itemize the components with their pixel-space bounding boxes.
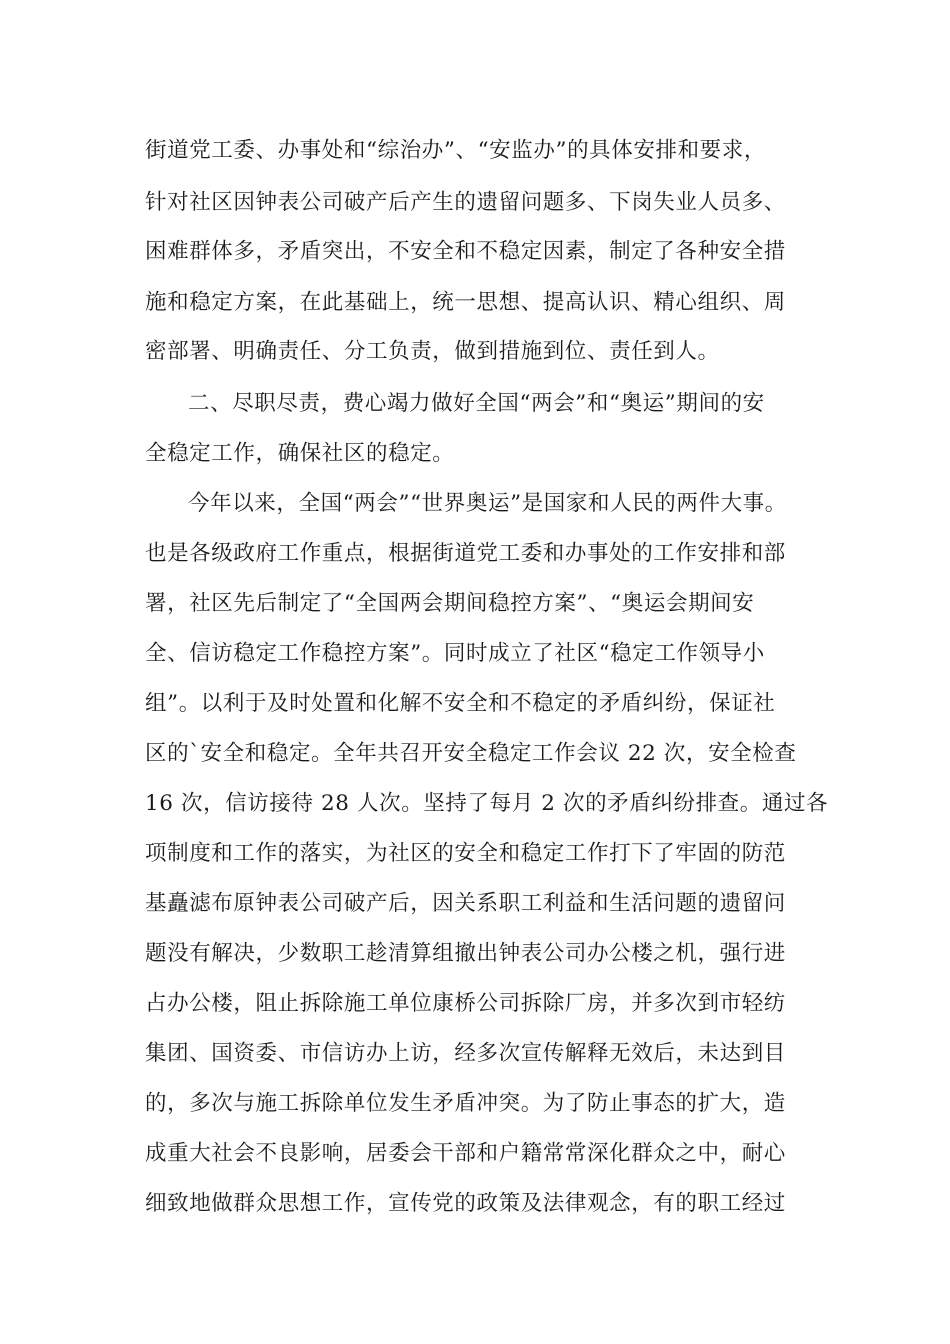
text-line: 针对社区因钟表公司破产后产生的遗留问题多、下岗失业人员多、 [145,190,786,215]
text-line: 细致地做群众思想工作，宣传党的政策及法律观念，有的职工经过 [145,1191,786,1216]
text-line: 街道党工委、办事处和“综治办”、“安监办”的具体安排和要求， [145,138,766,163]
text-line: 全、信访稳定工作稳控方案”。同时成立了社区“稳定工作领导小 [145,641,765,666]
text-line: 也是各级政府工作重点，根据街道党工委和办事处的工作安排和部 [145,541,786,566]
text-line: 组”。以利于及时处置和化解不安全和不稳定的矛盾纠纷，保证社 [145,691,776,716]
text-line: 项制度和工作的落实，为社区的安全和稳定工作打下了牢固的防范 [145,841,786,866]
text-line: 的，多次与施工拆除单位发生矛盾冲突。为了防止事态的扩大，造 [145,1091,786,1116]
text-line: 成重大社会不良影响，居委会干部和户籍常常深化群众之中，耐心 [145,1141,786,1166]
text-line: 占办公楼，阻止拆除施工单位康桥公司拆除厂房，并多次到市轻纺 [145,991,786,1016]
text-line: 施和稳定方案，在此基础上，统一思想、提高认识、精心组织、周 [145,290,786,315]
text-line: 区的`安全和稳定。全年共召开安全稳定工作会议 22 次，安全检查 [145,741,797,766]
text-line: 密部署、明确责任、分工负责，做到措施到位、责任到人。 [145,339,720,364]
paragraph-first-line: 今年以来，全国“两会”“世界奥运”是国家和人民的两件大事。 [188,491,787,516]
text-line: 基矗滤布原钟表公司破产后，因关系职工利益和生活问题的遗留问 [145,891,786,916]
section-heading-line: 全稳定工作，确保社区的稳定。 [145,441,455,466]
text-line: 16 次，信访接待 28 人次。坚持了每月 2 次的矛盾纠纷排查。通过各 [145,791,829,816]
text-line: 署，社区先后制定了“全国两会期间稳控方案”、“奥运会期间安 [145,591,755,616]
section-heading-line: 二、尽职尽责，费心竭力做好全国“两会”和“奥运”期间的安 [188,391,765,416]
text-line: 集团、国资委、市信访办上访，经多次宣传解释无效后，未达到目 [145,1041,786,1066]
text-line: 困难群体多，矛盾突出，不安全和不稳定因素，制定了各种安全措 [145,239,786,264]
text-line: 题没有解决，少数职工趁清算组撤出钟表公司办公楼之机，强行进 [145,941,786,966]
